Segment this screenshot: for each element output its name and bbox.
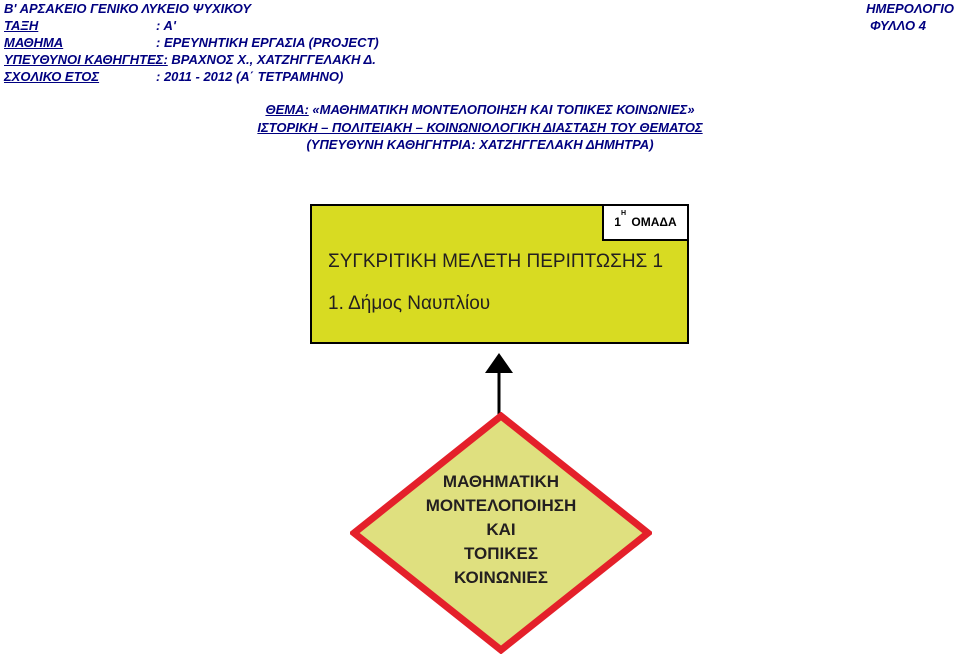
case-study-box [310, 204, 689, 344]
year-key: ΣΧΟΛΙΚΟ ΕΤΟΣ [4, 69, 100, 84]
school-name: Β' ΑΡΣΑΚΕΙΟ ΓΕΝΙΚΟ ΛΥΚΕΙΟ ΨΥΧΙΚΟΥ [4, 1, 251, 16]
sheet-label: ΦΥΛΛΟ 4 [870, 18, 926, 33]
group-label [602, 204, 689, 241]
diamond-text [350, 470, 652, 590]
group-superscript: Η [620, 210, 627, 217]
theme-title-line [0, 101, 960, 119]
journal-label: ΗΜΕΡΟΛΟΓΙΟ [866, 1, 954, 16]
header-right [866, 0, 954, 34]
arrow-shaft [498, 371, 501, 415]
group-number: 1 [614, 215, 621, 229]
arrow-head [485, 353, 513, 373]
diamond-line-3: ΚΑΙ [486, 520, 516, 539]
theme-block [0, 101, 960, 154]
diamond-line-1: ΜΑΘΗΜΑΤΙΚΗ [442, 472, 560, 491]
theme-subtitle: ΙΣΤΟΡΙΚΗ – ΠΟΛΙΤΕΙΑΚΗ – ΚΟΙΝΩΝΙΟΛΟΓΙΚΗ ΔΙΑΣΤΑΣΗ ΤΟΥ ΘΕΜΑΤΟΣ [257, 119, 703, 135]
teachers-line [4, 51, 376, 68]
teachers-value: ΒΡΑΧΝΟΣ Χ., ΧΑΤΖΗΓΓΕΛΑΚΗ Δ. [167, 52, 376, 67]
theme-responsible: (ΥΠΕΥΘΥΝΗ ΚΑΘΗΓΗΤΡΙΑ: ΧΑΤΖΗΓΓΕΛΑΚΗ ΔΗΜΗΤΡΑ) [306, 137, 654, 152]
case-study-item: 1. Δήμος Ναυπλίου [328, 293, 491, 314]
diamond-line-4: ΤΟΠΙΚΕΣ [463, 544, 539, 563]
subject-value: : ΕΡΕΥΝΗΤΙΚΗ ΕΡΓΑΣΙΑ (PROJECT) [156, 35, 379, 50]
theme-label: ΘΕΜΑ: [265, 102, 309, 117]
diamond-line-5: ΚΟΙΝΩΝΙΕΣ [454, 568, 548, 587]
class-value: : Α' [156, 18, 176, 33]
case-study-title: ΣΥΓΚΡΙΤΙΚΗ ΜΕΛΕΤΗ ΠΕΡΙΠΤΩΣΗΣ 1 [328, 251, 664, 272]
theme-title: «ΜΑΘΗΜΑΤΙΚΗ ΜΟΝΤΕΛΟΠΟΙΗΣΗ ΚΑΙ ΤΟΠΙΚΕΣ ΚΟΙΝΩΝΙΕΣ» [308, 102, 695, 117]
group-text: ΟΜΑΔΑ [631, 215, 677, 229]
diamond-line-2: ΜΟΝΤΕΛΟΠΟΙΗΣΗ [425, 496, 577, 515]
teachers-key: ΥΠΕΥΘΥΝΟΙ ΚΑΘΗΓΗΤΕΣ: [4, 52, 168, 67]
connector-arrow [485, 353, 513, 415]
class-key: ΤΑΞΗ [4, 18, 39, 33]
subject-key: ΜΑΘΗΜΑ [4, 35, 64, 50]
year-value: : 2011 - 2012 (Α΄ ΤΕΤΡΑΜΗΝΟ) [156, 69, 344, 84]
